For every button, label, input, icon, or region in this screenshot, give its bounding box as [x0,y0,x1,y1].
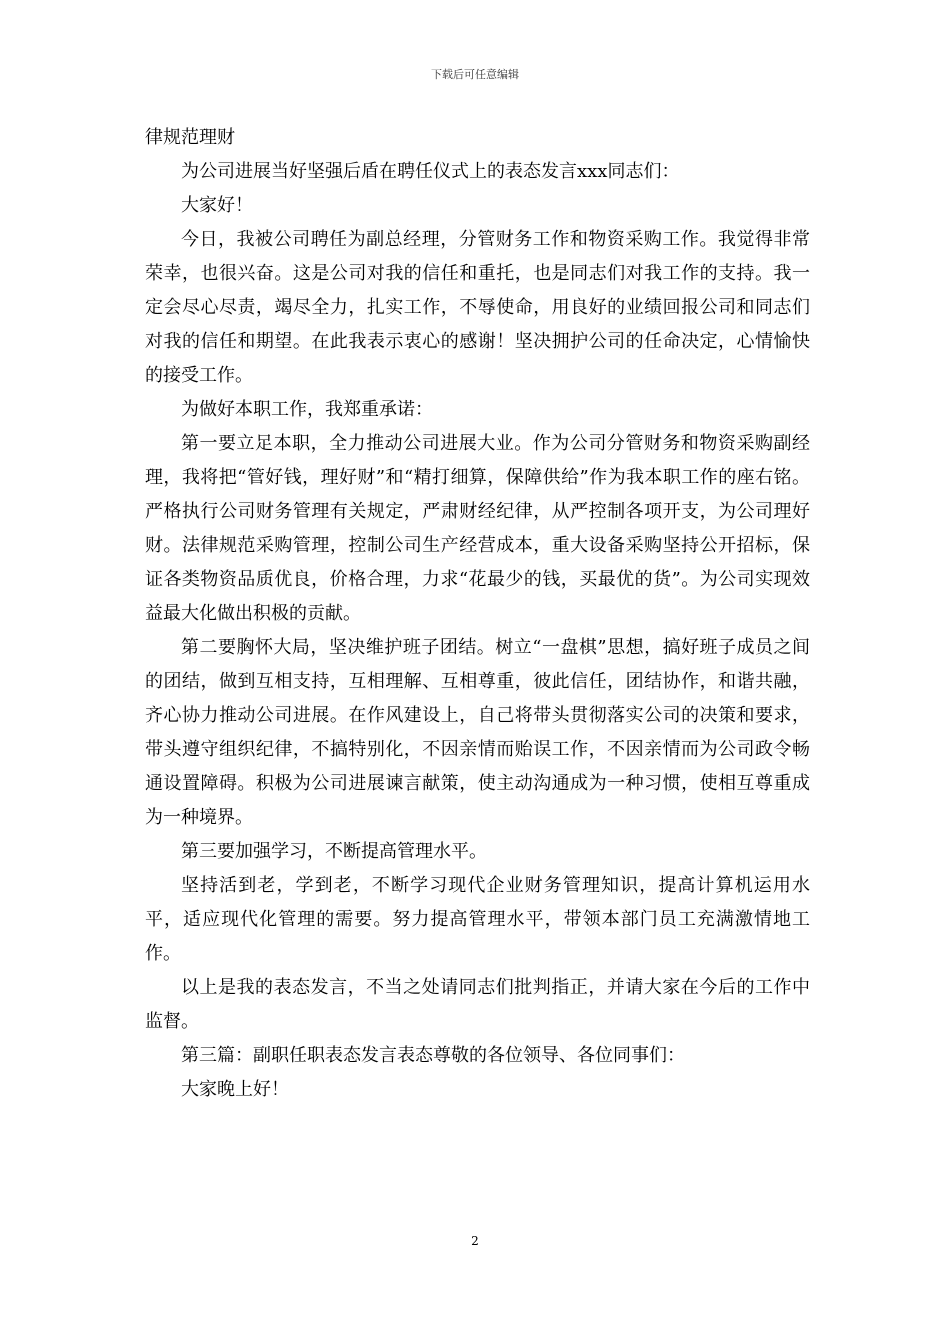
page-header: 下载后可任意编辑 [431,68,519,81]
document-body [145,121,810,1107]
paragraph: 第一要立足本职，全力推动公司进展大业。作为公司分管财务和物资采购副经理，我将把“管好钱，理好财”和“精打细算，保障供给”作为我本职工作的座右铭。严格执行公司财务管理有关规定，严肃财经纪律，从严控制各项开支，为公司理好财。法律规范采购管理，控制公司生产经营成本，重大设备采购坚持公开招标，保证各类物资品质优良，价格合理，力求“花最少的钱，买最优的货”。为公司实现效益最大化做出积极的贡献。 [145,433,810,624]
paragraph: 坚持活到老，学到老，不断学习现代企业财务管理知识，提高计算机运用水平，适应现代化管理的需要。努力提高管理水平，带领本部门员工充满激情地工作。 [145,875,810,964]
paragraph: 第二要胸怀大局，坚决维护班子团结。树立“一盘棋”思想，搞好班子成员之间的团结，做到互相支持，互相理解、互相尊重，彼此信任，团结协作，和谐共融，齐心协力推动公司进展。在作风建设上，自己将带头贯彻落实公司的决策和要求，带头遵守组织纪律，不搞特别化，不因亲情而贻误工作，不因亲情而为公司政令畅通设置障碍。积极为公司进展谏言献策，使主动沟通成为一种习惯，使相互尊重成为一种境界。 [145,637,810,828]
paragraph: 为做好本职工作，我郑重承诺： [181,399,433,420]
paragraph: 大家好！ [181,195,253,216]
paragraph: 以上是我的表态发言，不当之处请同志们批判指正，并请大家在今后的工作中监督。 [145,977,810,1032]
paragraph: 为公司进展当好坚强后盾在聘任仪式上的表态发言xxx同志们： [181,161,680,182]
page-number: 2 [471,1234,479,1248]
paragraph: 第三篇：副职任职表态发言表态尊敬的各位领导、各位同事们： [181,1045,685,1066]
paragraph: 大家晚上好！ [181,1079,289,1100]
paragraph: 律规范理财 [145,127,235,148]
paragraph: 第三要加强学习，不断提高管理水平。 [181,841,487,862]
paragraph: 今日，我被公司聘任为副总经理，分管财务工作和物资采购工作。我觉得非常荣幸，也很兴奋。这是公司对我的信任和重托，也是同志们对我工作的支持。我一定会尽心尽责，竭尽全力，扎实工作，不辱使命，用良好的业绩回报公司和同志们对我的信任和期望。在此我表示衷心的感谢！坚决拥护公司的任命决定，心情愉快的接受工作。 [145,229,810,386]
